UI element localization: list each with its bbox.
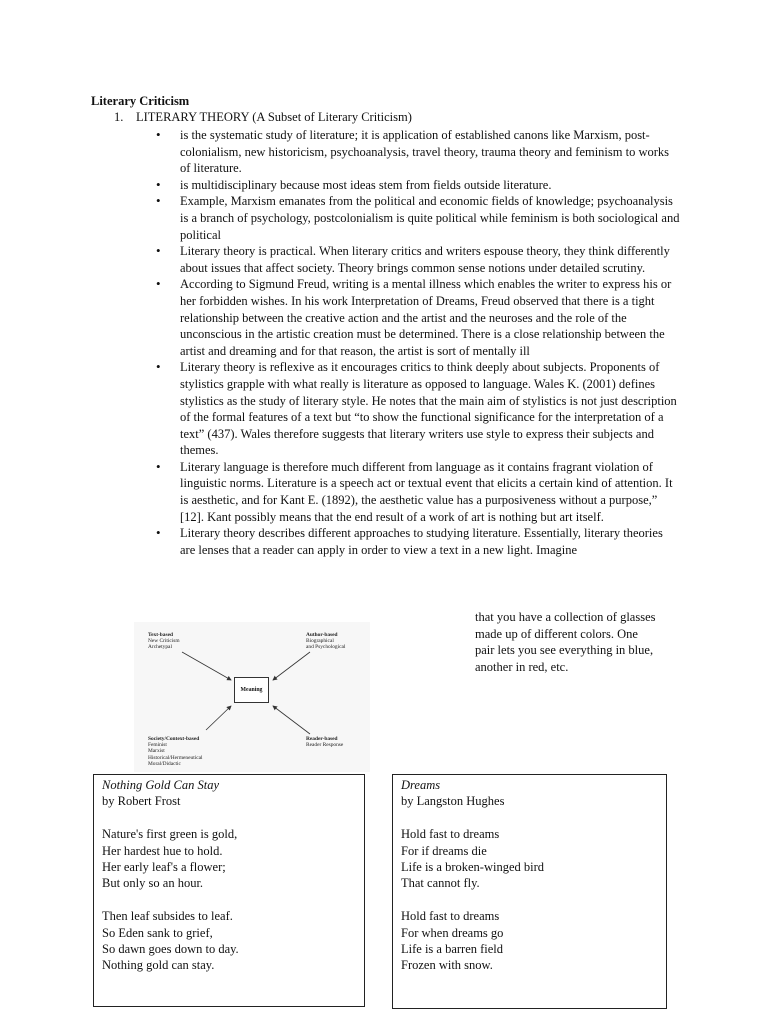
bullet-item: • According to Sigmund Freud, writing is a mental illness which enables the writer to express his or her forbidden wishes. In his work Interpretation of Dreams, Freud observed that there is a tight relationship between the creative action and the artist and the neuroses and the role of the unconscious in the artistic creation must be determined. There is a close relationship between the artist and dreaming and for that reason, the artist is sort of mentally ill [180, 276, 680, 359]
poem-box-dreams [392, 774, 667, 1009]
diagram-meaning-box: Meaning [234, 677, 269, 703]
diagram-item: Archetypal [148, 644, 172, 651]
poem-title: Dreams [401, 778, 441, 792]
poem-line: Frozen with snow. [401, 958, 493, 973]
diagram-item: Biographical [306, 638, 334, 645]
poem-line: So Eden sank to grief, [102, 925, 213, 940]
arrow-reader-based [273, 706, 310, 734]
diagram-item: Moral/Didactic [148, 760, 181, 767]
poem-line: Hold fast to dreams [401, 909, 500, 924]
arrow-society-based [206, 706, 231, 730]
diagram-label: Reader-based [306, 736, 338, 742]
poem-line: So dawn goes down to day. [102, 942, 239, 957]
bullet-continuation [475, 609, 710, 675]
continuation-line: pair lets you see everything in blue, [475, 643, 654, 658]
item-number: 1. [114, 110, 124, 124]
poem-line: For when dreams go [401, 925, 504, 940]
diagram-label: Society/Context-based [148, 736, 200, 742]
poem-line: Life is a broken-winged bird [401, 860, 545, 875]
arrow-text-based [182, 652, 231, 680]
poem-author: by Langston Hughes [401, 794, 505, 809]
bullet-list [180, 127, 680, 558]
diagram-item: Reader Response [306, 742, 344, 749]
diagram-label: Text-based [148, 632, 173, 638]
item-title: LITERARY THEORY (A Subset of Literary Criticism) [136, 110, 412, 124]
continuation-line: another in red, etc. [475, 659, 569, 674]
poem-line: Nature's first green is gold, [102, 827, 238, 842]
diagram-item: and Psychological [306, 644, 346, 651]
poem-author: by Robert Frost [102, 794, 181, 809]
poem-line: Life is a barren field [401, 942, 504, 957]
bullet-item: • is the systematic study of literature; it is application of established canons like Marxism, post- colonialism, new historicism, psychoanalysis, travel theory, trauma theory and feminism to works of literature. [180, 127, 680, 177]
bullet-item: • Literary language is therefore much different from language as it contains fragrant violation of linguistic norms. Literature is a speech act or textual event that elicits a certain kind of attention. It is aesthetic, and for Kant E. (1892), the aesthetic value has a purposiveness without a purpose,” [12]. Kant possibly means that the end result of a work of art is nothing but art itself. [180, 459, 680, 525]
poem-line: Hold fast to dreams [401, 827, 500, 842]
continuation-line: made up of different colors. One [475, 626, 638, 641]
numbered-item-literary-theory [114, 109, 412, 125]
diagram-author-based [306, 632, 345, 651]
bullet-item: • is multidisciplinary because most ideas stem from fields outside literature. [180, 177, 680, 194]
poem-box-nothing-gold [93, 774, 365, 1007]
literary-theory-diagram [134, 622, 370, 772]
poem-line: But only so an hour. [102, 876, 204, 891]
poem-line: For if dreams die [401, 843, 487, 858]
diagram-text-based [148, 632, 180, 651]
continuation-line: that you have a collection of glasses [475, 610, 656, 624]
poem-line: Nothing gold can stay. [102, 958, 215, 973]
poem-line: Then leaf subsides to leaf. [102, 909, 233, 924]
diagram-item: New Criticism [148, 638, 180, 645]
page-heading: Literary Criticism [91, 94, 190, 108]
poem-line: Her early leaf's a flower; [102, 860, 226, 875]
bullet-item: • Literary theory is practical. When literary critics and writers espouse theory, they think differently about issues that affect society. Theory brings common sense notions under detailed scrutiny. [180, 243, 680, 276]
poem-title: Nothing Gold Can Stay [102, 778, 220, 792]
diagram-item: Feminist [148, 742, 167, 749]
bullet-item: • Literary theory is reflexive as it encourages critics to think deeply about subjects. Proponents of stylistics grapple with what really is literature as opposed to language. Wales K. (2001) defines stylistics as the study of literary style. He notes that the main aim of stylistics is not just description of the formal features of a text but “to show the functional significance for the interpretation of a text” (437). Wales therefore suggests that literary writers use style to express their subjects and themes. [180, 359, 680, 459]
diagram-reader-based [306, 736, 343, 748]
bullet-item: • Example, Marxism emanates from the political and economic fields of knowledge; psychoanalysis is a branch of psychology, postcolonialism is quite political while feminism is both sociological and political [180, 193, 680, 243]
arrow-author-based [273, 652, 310, 680]
diagram-label: Author-based [306, 632, 338, 638]
poem-line: That cannot fly. [401, 876, 480, 891]
diagram-item: Historical/Hermeneutical [148, 754, 203, 761]
bullet-item: • Literary theory describes different approaches to studying literature. Essentially, literary theories are lenses that a reader can apply in order to view a text in a new light. Imagine [180, 525, 680, 558]
diagram-item: Marxist [148, 748, 165, 755]
diagram-society-based [148, 736, 202, 767]
poem-line: Her hardest hue to hold. [102, 843, 223, 858]
